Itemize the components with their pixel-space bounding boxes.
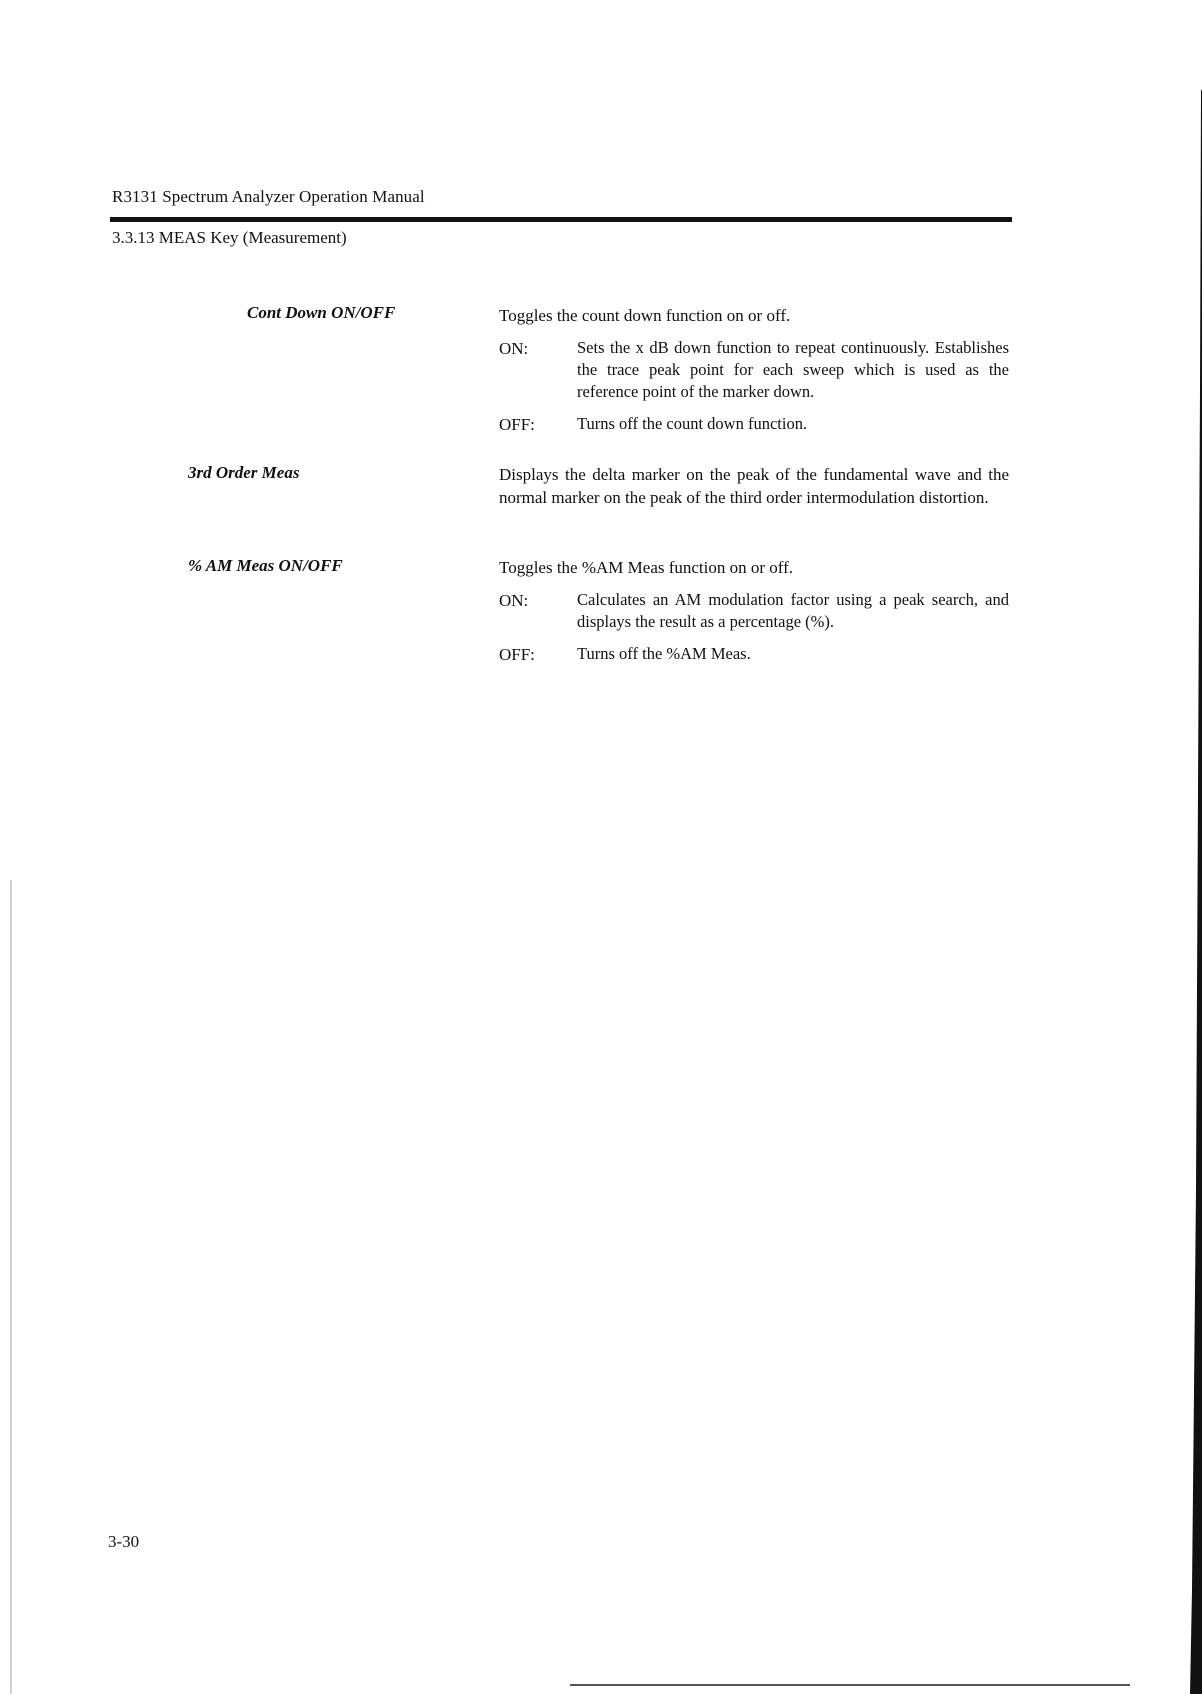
option-row-off (499, 413, 1009, 436)
page-number: 3-30 (108, 1532, 140, 1551)
scan-edge-line (10, 880, 12, 1694)
manual-title: R3131 Spectrum Analyzer Operation Manual (112, 187, 425, 206)
entry-3rd-order-meas (499, 463, 1009, 509)
entry-cont-down (499, 304, 1009, 436)
option-key: ON: (499, 339, 529, 358)
header-rule (110, 217, 1012, 222)
entry-description: Displays the delta marker on the peak of the fundamental wave and the normal marker on the peak of the third order intermodulation distortion. (499, 465, 1009, 507)
option-key: OFF: (499, 645, 535, 664)
entry-am-meas (499, 556, 1009, 666)
option-key: ON: (499, 591, 529, 610)
option-row-off (499, 643, 1009, 666)
entry-label-cont-down: Cont Down ON/OFF (247, 303, 396, 322)
option-key: OFF: (499, 415, 535, 434)
entry-description: Toggles the %AM Meas function on or off. (499, 558, 794, 577)
option-row-on (499, 337, 1009, 403)
option-text: Turns off the %AM Meas. (577, 644, 751, 663)
option-row-on (499, 589, 1009, 633)
section-title: 3.3.13 MEAS Key (Measurement) (112, 228, 347, 247)
option-text: Calculates an AM modulation factor using a peak search, and displays the result as a percentage (%). (577, 590, 1009, 631)
option-text: Sets the x dB down function to repeat continuously. Establishes the trace peak point for each sweep which is used as the reference point of the marker down. (577, 338, 1009, 401)
scan-bottom-line (570, 1684, 1130, 1686)
entry-label-am-meas: % AM Meas ON/OFF (188, 556, 343, 575)
option-text: Turns off the count down function. (577, 414, 808, 433)
scan-edge-shadow (1190, 90, 1202, 1694)
entry-label-3rd-order-meas: 3rd Order Meas (188, 463, 300, 482)
entry-description: Toggles the count down function on or off. (499, 306, 791, 325)
